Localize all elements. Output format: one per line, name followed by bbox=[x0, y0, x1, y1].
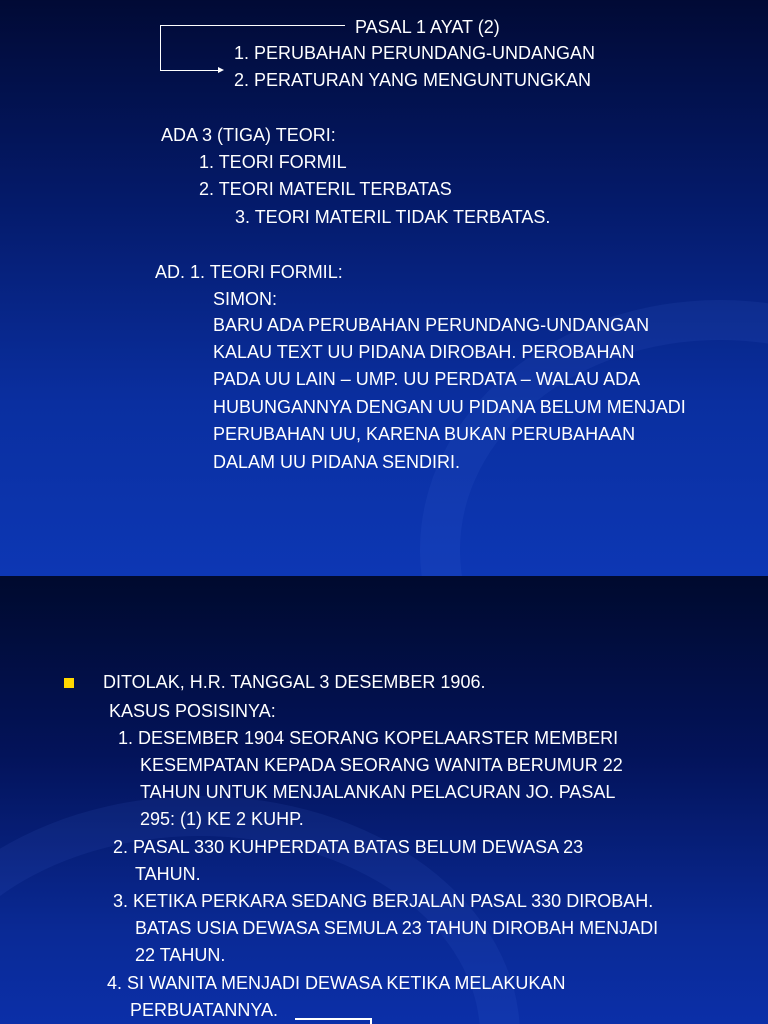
explanation-line-3: PADA UU LAIN – UMP. UU PERDATA – WALAU ADA bbox=[213, 369, 641, 389]
explanation-line-4: HUBUNGANNYA DENGAN UU PIDANA BELUM MENJADI bbox=[213, 397, 686, 417]
bracket-vertical-line bbox=[160, 25, 161, 70]
case-line-5: 2. PASAL 330 KUHPERDATA BATAS BELUM DEWASA 23 bbox=[113, 837, 584, 857]
explanation-line-6: DALAM UU PIDANA SENDIRI. bbox=[213, 452, 461, 472]
case-line-11: PERBUATANNYA. bbox=[130, 1000, 279, 1020]
square-bullet-icon bbox=[64, 678, 74, 688]
case-line-2: KESEMPATAN KEPADA SEORANG WANITA BERUMUR 22 bbox=[140, 755, 623, 775]
teori-item-2: 2. TEORI MATERIL TERBATAS bbox=[199, 179, 452, 199]
pasal-item-2: 2. PERATURAN YANG MENGUNTUNGKAN bbox=[234, 70, 592, 90]
teori-item-1: 1. TEORI FORMIL bbox=[199, 152, 347, 172]
kasus-heading: KASUS POSISINYA: bbox=[109, 701, 276, 721]
case-line-1: 1. DESEMBER 1904 SEORANG KOPELAARSTER MEMBERI bbox=[118, 728, 619, 748]
case-line-9: 22 TAHUN. bbox=[135, 945, 226, 965]
case-line-4: 295: (1) KE 2 KUHP. bbox=[140, 809, 304, 829]
ad-heading: AD. 1. TEORI FORMIL: bbox=[155, 262, 343, 282]
case-line-3: TAHUN UNTUK MENJALANKAN PELACURAN JO. PASAL bbox=[140, 782, 616, 802]
bracket-bottom-line bbox=[160, 70, 220, 71]
pasal-title: PASAL 1 AYAT (2) bbox=[355, 17, 500, 37]
case-line-10: 4. SI WANITA MENJADI DEWASA KETIKA MELAKUKAN bbox=[107, 973, 566, 993]
case-line-8: BATAS USIA DEWASA SEMULA 23 TAHUN DIROBAH MENJADI bbox=[135, 918, 659, 938]
teori-heading: ADA 3 (TIGA) TEORI: bbox=[161, 125, 336, 145]
bracket-top-line bbox=[160, 25, 345, 26]
case-line-6: TAHUN. bbox=[135, 864, 201, 884]
continuation-line-vertical bbox=[370, 1018, 372, 1024]
arrow-head-icon bbox=[218, 67, 224, 73]
case-line-7: 3. KETIKA PERKARA SEDANG BERJALAN PASAL 330 DIROBAH. bbox=[113, 891, 654, 911]
explanation-line-2: KALAU TEXT UU PIDANA DIROBAH. PEROBAHAN bbox=[213, 342, 635, 362]
bullet-text: DITOLAK, H.R. TANGGAL 3 DESEMBER 1906. bbox=[103, 672, 486, 692]
pasal-item-1: 1. PERUBAHAN PERUNDANG-UNDANGAN bbox=[234, 43, 596, 63]
slide-2 bbox=[0, 576, 768, 1024]
explanation-line-5: PERUBAHAN UU, KARENA BUKAN PERUBAHAAN bbox=[213, 424, 636, 444]
author-label: SIMON: bbox=[213, 289, 278, 309]
explanation-line-1: BARU ADA PERUBAHAN PERUNDANG-UNDANGAN bbox=[213, 315, 650, 335]
teori-item-3: 3. TEORI MATERIL TIDAK TERBATAS. bbox=[235, 207, 551, 227]
continuation-line bbox=[295, 1018, 370, 1020]
